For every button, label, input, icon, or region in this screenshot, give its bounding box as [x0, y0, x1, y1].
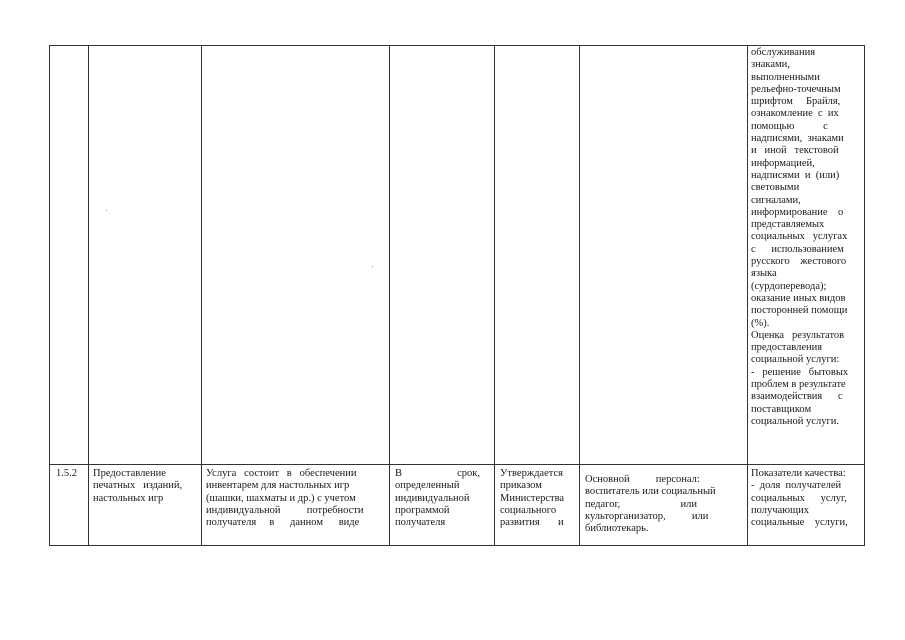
text-line: Предоставление: [93, 468, 166, 479]
service-description: [206, 468, 386, 529]
col-border-2: [201, 45, 202, 546]
text-line: сигналами,: [751, 194, 801, 206]
text-line: получателя: [395, 517, 446, 529]
row-divider: [49, 464, 864, 465]
text-line: - доля получателей: [751, 480, 842, 492]
scan-speck: [106, 210, 107, 211]
text-line: световыми: [751, 182, 800, 194]
text-line: социальной услуги.: [751, 415, 839, 427]
text-line: надписями и (или): [751, 169, 840, 181]
text-line: (сурдоперевода);: [751, 280, 827, 292]
text-line: педагог, или: [585, 498, 698, 510]
text-line: Оценка результатов: [751, 329, 845, 341]
text-line: настольных игр: [93, 492, 164, 504]
table-top-border: [49, 45, 864, 46]
text-line: (шашки, шахматы и др.) с учетом: [206, 492, 356, 504]
text-line: информирование о: [751, 206, 844, 218]
text-line: проблем в результате: [751, 379, 846, 391]
text-line: рельефно-точечным: [751, 83, 841, 95]
text-line: с использованием: [751, 243, 844, 255]
col-border-5: [579, 45, 580, 546]
text-line: программой: [395, 504, 450, 516]
text-line: ознакомление с их: [751, 108, 839, 120]
text-line: печатных изданий,: [93, 480, 183, 492]
service-staff: [585, 474, 745, 535]
text-line: поставщиком: [751, 403, 812, 415]
text-line: получающих: [751, 504, 809, 516]
text-line: русского жестового: [751, 256, 847, 268]
text-line: посторонней помощи: [751, 305, 848, 317]
service-term: [395, 468, 491, 529]
text-line: обслуживания: [751, 47, 816, 58]
text-line: выполненными: [751, 71, 820, 83]
text-line: надписями, знаками: [751, 133, 844, 145]
text-line: знаками,: [751, 59, 790, 71]
col-border-3: [389, 45, 390, 546]
service-norm: [500, 468, 577, 529]
text-line: развития и: [500, 517, 564, 529]
text-line: Показатели качества:: [751, 468, 846, 479]
text-line: получателя в данном виде: [206, 517, 360, 529]
service-name: [93, 468, 199, 505]
col-border-7: [864, 45, 865, 546]
table-bottom-border: [49, 545, 864, 546]
row-number: [56, 468, 77, 480]
text-line: социальные услуги,: [751, 517, 848, 529]
text-line: В срок,: [395, 468, 481, 479]
text-line: Утверждается: [500, 468, 563, 479]
col-border-1: [88, 45, 89, 546]
text-line: социальных услуг,: [751, 492, 847, 504]
text-line: Основной персонал:: [585, 474, 700, 485]
text-line: социального: [500, 504, 557, 516]
scan-speck: [372, 266, 373, 267]
text-line: культорганизатор, или: [585, 510, 709, 522]
col-border-0: [49, 45, 50, 546]
text-line: определенный: [395, 480, 460, 492]
text-line: предоставления: [751, 342, 823, 354]
text-line: Услуга состоит в обеспечении: [206, 468, 357, 479]
text-line: приказом: [500, 480, 542, 492]
text-line: индивидуальной потребности: [206, 504, 364, 516]
text-line: помощью с: [751, 120, 828, 132]
prev-row-quality-text: [751, 47, 861, 428]
text-line: Министерства: [500, 492, 565, 504]
text-line: шрифтом Брайля,: [751, 96, 841, 108]
text-line: оказание иных видов: [751, 292, 846, 304]
text-line: и иной текстовой: [751, 145, 839, 157]
col-border-6: [747, 45, 748, 546]
text-line: индивидуальной: [395, 492, 470, 504]
text-line: инвентарем для настольных игр: [206, 480, 350, 492]
text-line: библиотекарь.: [585, 523, 649, 535]
col-border-4: [494, 45, 495, 546]
text-line: социальной услуги:: [751, 354, 840, 366]
text-line: воспитатель или социальный: [585, 486, 716, 498]
text-line: информацией,: [751, 157, 815, 169]
text-line: языка: [751, 268, 777, 280]
service-quality: [751, 468, 863, 529]
text-line: (%).: [751, 317, 770, 329]
text-line: социальных услугах: [751, 231, 848, 243]
text-line: взаимодействия с: [751, 391, 843, 403]
row-number-text: 1.5.2: [56, 468, 77, 479]
text-line: - решение бытовых: [751, 366, 849, 378]
text-line: представляемых: [751, 219, 825, 231]
